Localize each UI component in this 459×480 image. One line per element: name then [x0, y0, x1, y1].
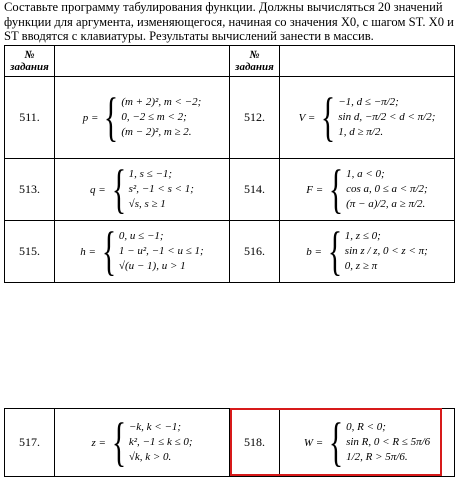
task-number: 513.: [5, 159, 55, 221]
formula-cell: p = { (m + 2)², m < −2; 0, −2 ≤ m < 2; (m − 2)², m ≥ 2.: [55, 77, 230, 159]
header-cell-empty: [280, 46, 455, 77]
header-cell: № задания: [230, 46, 280, 77]
task-number: 516.: [230, 221, 280, 283]
task-number: 512.: [230, 77, 280, 159]
table-header-row: [5, 46, 455, 77]
task-table-top: [4, 45, 455, 283]
task-number: 514.: [230, 159, 280, 221]
formula-cell: b = { 1, z ≤ 0; sin z / z, 0 < z < π; 0, z ≥ π: [280, 221, 455, 283]
formula-cell: q = { 1, s ≤ −1; s², −1 < s < 1; √s, s ≥ 1: [55, 159, 230, 221]
formula-cell: h = { 0, u ≤ −1; 1 − u², −1 < u ≤ 1; √(u − 1), u > 1: [55, 221, 230, 283]
table-row: [5, 159, 455, 221]
table-row: [5, 221, 455, 283]
task-number: 517.: [5, 409, 55, 477]
header-cell-empty: [55, 46, 230, 77]
formula-cell: W = { 0, R < 0; sin R, 0 < R ≤ 5π/6 1/2, R > 5π/6.: [280, 409, 455, 477]
header-cell: № задания: [5, 46, 55, 77]
task-description: Составьте программу табулирования функции. Должны вычисляться 20 значений функции для аргумента, изменяющегося, начиная со значения X0, с шагом ST. X0 и ST вводятся с клавиатуры. Результаты вычислений занести в массив.: [4, 0, 454, 44]
formula-cell: F = { 1, a < 0; cos a, 0 ≤ a < π/2; (π − a)/2, a ≥ π/2.: [280, 159, 455, 221]
task-number: 515.: [5, 221, 55, 283]
formula-cell: z = { −k, k < −1; k², −1 ≤ k ≤ 0; √k, k > 0.: [55, 409, 230, 477]
task-number: 518.: [230, 409, 280, 477]
selection-highlight: [230, 408, 442, 476]
table-row: [5, 77, 455, 159]
task-number: 511.: [5, 77, 55, 159]
formula-cell: V = { −1, d ≤ −π/2; sin d, −π/2 < d < π/2; 1, d ≥ π/2.: [280, 77, 455, 159]
